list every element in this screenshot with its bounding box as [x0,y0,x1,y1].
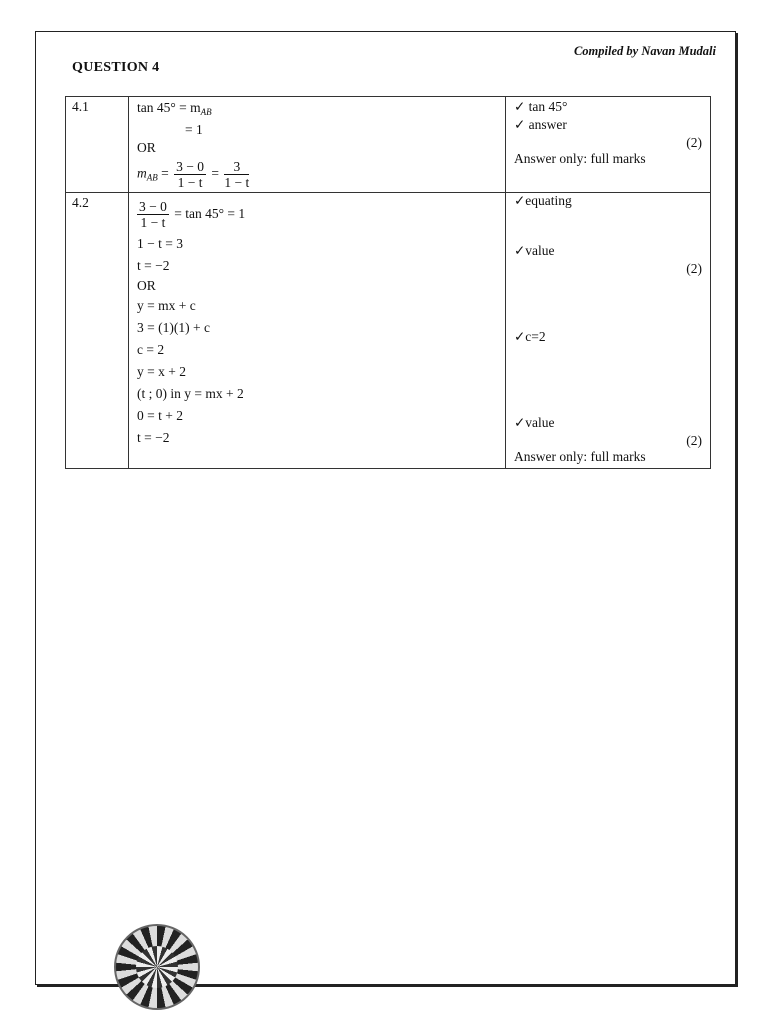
mark-total: (2) [686,135,702,150]
working-cell [129,97,506,193]
working-line: $m_{AB}$ = $\frac{3 - 0}{1 - t}$ = $\frac{3}{1 - t}$ [137,159,250,190]
working-line: (t ; 0) in y = mx + 2 [137,386,244,401]
working-cell [129,193,506,469]
working-line: t = −2 [137,430,170,445]
header-credit: Compiled by Navan Mudali [573,44,716,58]
working-line: OR [137,140,156,155]
working-line: t = −2 [137,258,170,273]
fraction: $\frac{3}{1 - t}$ [224,159,250,190]
working-line: $\frac{3 - 0}{1 - t}$ = tan 45° = 1 [139,199,246,231]
working-line: $\tan 45^\circ = m_{AB}$ [137,100,212,117]
mark-item: ✓c=2 [514,329,546,344]
mark-item: ✓ tan 45° [514,99,568,114]
working-line: y = mx + c [137,298,196,313]
mark-item: ✓equating [514,193,572,208]
mark-item: ✓value [514,243,555,258]
marks-cell [506,193,711,469]
working-line: y = x + 2 [137,364,186,379]
mark-note: Answer only: full marks [514,151,646,166]
fraction: $\frac{3 - 0}{1 - t}$ [139,199,167,231]
mark-item: ✓ answer [514,117,567,132]
mark-item: ✓value [514,415,555,430]
mark-total: (2) [686,433,702,448]
question-number: 4.1 [66,97,129,193]
table-row [66,97,711,193]
working-line: c = 2 [137,342,165,357]
working-line: 0 = t + 2 [137,408,183,423]
working-line: 3 = (1)(1) + c [137,320,210,335]
question-title: QUESTION 4 [72,60,160,75]
marks-cell [506,97,711,193]
working-line: OR [137,278,156,293]
question-number: 4.2 [66,193,129,469]
table-row [66,193,711,469]
memo-table [65,96,711,469]
logo-icon [114,924,200,1010]
working-line: 1 − t = 3 [137,236,183,251]
mark-total: (2) [686,261,702,276]
mark-note: Answer only: full marks [514,449,646,464]
working-line: = 1 [185,122,203,137]
fraction: $\frac{3 - 0}{1 - t}$ [176,159,204,190]
